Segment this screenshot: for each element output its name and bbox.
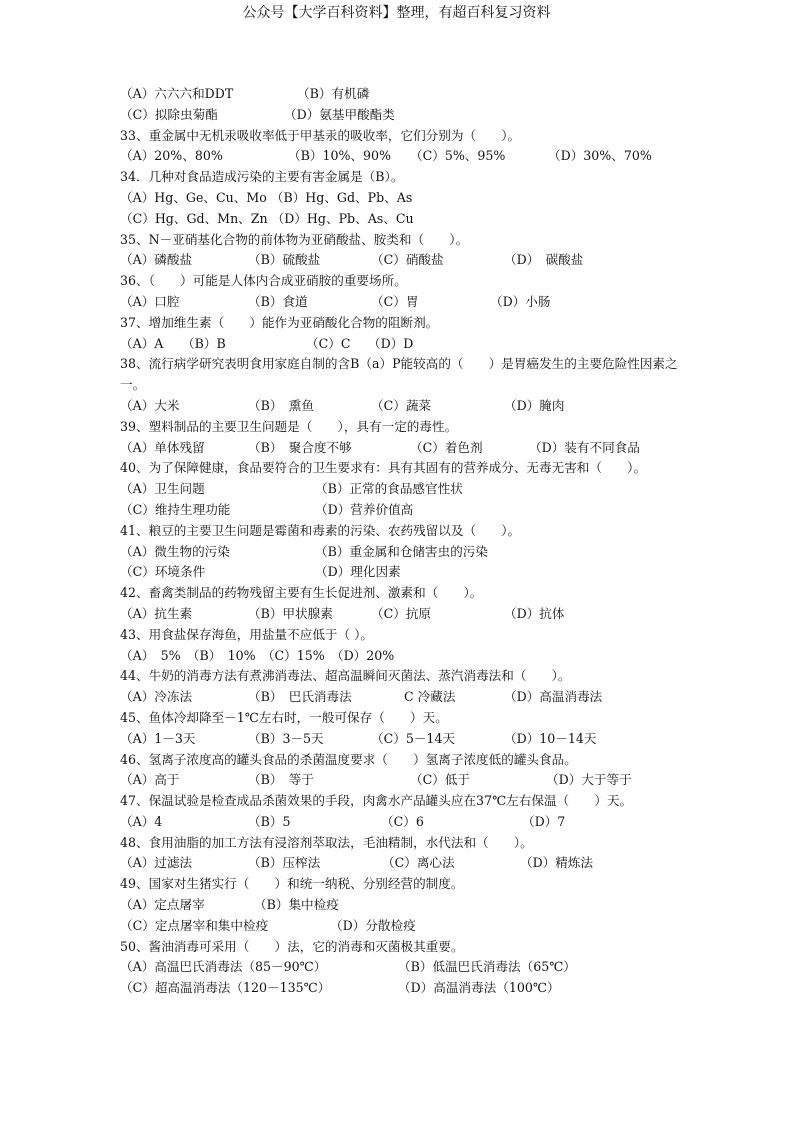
answer-option: （B） 等于 [248,772,314,788]
answer-option: （B）有机磷 [297,86,370,101]
options-row [120,957,680,978]
answer-option: （D） 碳酸盐 [504,252,584,268]
options-row [120,895,680,916]
options-row [120,604,680,625]
question-text: 46、氢离子浓度高的罐头食品的杀菌温度要求（ ）氢离子浓度低的罐头食品。 [120,751,577,767]
question-text: 42、畜禽类制品的药物残留主要有生长促进剂、激素和（ ）。 [120,585,483,601]
answer-option: （A）20%、80% [120,148,223,164]
options-row [120,292,680,313]
options-row [120,853,680,874]
answer-option: （C）定点屠宰和集中检疫 [120,917,269,933]
answer-option: （B）食道 [248,293,308,309]
question-text: 41、粮豆的主要卫生问题是霉菌和毒素的污染、农药残留以及（ ）。 [120,522,521,538]
answer-option: （D）营养价值高 [315,501,414,517]
answer-option: （C）5%、95% [410,148,506,164]
options-row [120,250,680,271]
options-row [120,500,680,521]
answer-option: （C）C [306,335,351,351]
answer-option: （C）拟除虫菊酯 [120,106,218,122]
question-text: 50、酱油消毒可采用（ ）法，它的消毒和灭菌极其重要。 [120,938,464,954]
answer-option: （B） 聚合度不够 [248,439,352,455]
answer-option: C 冷藏法 [404,689,456,705]
question-text: 40、为了保障健康，食品要符合的卫生要求有：具有其固有的营养成分、无毒无害和（ ）。 [120,460,647,476]
answer-option: （C）维持生理功能 [120,501,231,517]
question-text: 44、牛奶的消毒方法有煮沸消毒法、超高温瞬间灭菌法、蒸汽消毒法和（ ）。 [120,668,571,684]
question-text: 37、增加维生素（ ）能作为亚硝酸化合物的阻断剂。 [120,314,439,330]
question-text: （A） 5% （B） 10% （C）15% （D）20% [120,647,395,663]
answer-option: （A）磷酸盐 [120,252,193,268]
answer-option: （D）大于等于 [546,772,632,788]
options-row [120,562,680,583]
answer-option: （B）集中检疫 [254,897,339,913]
answer-option: （B） 熏鱼 [248,397,314,413]
options-row [120,729,680,750]
answer-option: （B）硫酸盐 [248,252,321,268]
question-text: 39、塑料制品的主要卫生问题是（ ），具有一定的毒性。 [120,418,458,434]
answer-option: （A）定点屠宰 [120,897,205,913]
options-row [120,542,680,563]
answer-option: （B）10%、90% [288,148,392,164]
answer-option: （D）精炼法 [520,855,594,871]
answer-option: （B）5 [248,813,291,829]
options-row [120,105,680,126]
options-row [120,84,680,105]
question-text: （C）Hg、Gd、Mn、Zn （D）Hg、Pb、As、Cu [120,210,414,226]
answer-option: （C）硝酸盐 [371,252,444,268]
question-text: 36、（ ）可能是人体内合成亚硝胺的重要场所。 [120,273,407,289]
question-text: 38、流行病学研究表明食用家庭自制的含B（a）P能较高的（ ）是胃癌发生的主要危险性因素之一。 [120,356,678,393]
answer-option: （D）氨基甲酸酯类 [284,106,395,122]
question-list [120,84,680,999]
question-text: 48、食用油脂的加工方法有浸溶剂萃取法，毛油精制，水代法和（ ）。 [120,834,533,850]
question-text: 47、保温试验是检查成品杀菌效果的手段，肉禽水产品罐头应在37℃左右保温（ ）天。 [120,793,633,809]
question-text: 49、国家对生猪实行（ ）和统一纳税、分别经营的制度。 [120,876,464,892]
options-row [120,334,680,355]
answer-option: （A）1－3天 [120,730,196,746]
answer-option: （B）正常的食品感官性状 [315,481,463,497]
options-row [120,687,680,708]
answer-option: （C）着色剂 [410,439,483,455]
answer-option: （A）卫生问题 [120,481,205,497]
options-row [120,770,680,791]
answer-option: （C）环境条件 [120,564,206,580]
answer-option: （C）离心法 [382,855,455,871]
answer-option: （C）超高温消毒法（120－135℃） [120,980,331,996]
answer-option: （B）低温巴氏消毒法（65℃） [398,959,576,975]
answer-option: （A）大米 [120,397,180,413]
answer-option: （D）小肠 [490,293,551,309]
options-row [120,146,680,167]
answer-option: （A）微生物的污染 [120,543,230,559]
answer-option: （C）胃 [371,293,419,309]
answer-option: （D）7 [522,813,566,829]
answer-option: （C）5－14天 [371,730,456,746]
answer-option: （D）10－14天 [504,730,597,746]
answer-option: （D）D [368,335,414,351]
options-row [120,812,680,833]
question-text: 33、重金属中无机汞吸收率低于甲基汞的吸收率，它们分别为（ ）。 [120,127,521,143]
options-row [120,479,680,500]
answer-option: （D）理化因素 [315,564,401,580]
question-text: 45、鱼体冷却降至－1℃左右时，一般可保存（ ）天。 [120,709,448,725]
answer-option: （A）A [120,335,164,351]
answer-option: （D）高温消毒法 [504,689,603,705]
answer-option: （A）单体残留 [120,439,205,455]
answer-option: （C）低于 [410,772,471,788]
answer-option: （A）过滤法 [120,855,193,871]
answer-option: （A）高于 [120,772,180,788]
answer-option: （D）抗体 [504,605,565,621]
answer-option: （A）抗生素 [120,605,193,621]
answer-option: （D）高温消毒法（100℃） [398,980,560,996]
answer-option: （B） 巴氏消毒法 [248,689,352,705]
answer-option: （B）重金属和仓储害虫的污染 [315,543,488,559]
question-text: 35、N－亚硝基化合物的前体物为亚硝酸盐、胺类和（ ）。 [120,231,469,247]
answer-option: （A）口腔 [120,293,180,309]
answer-option: （B）B [182,335,226,351]
answer-option: （A）4 [120,813,163,829]
answer-option: （C）抗原 [371,605,432,621]
question-text: 34．几种对食品造成污染的主要有害金属是（B）。 [120,169,404,185]
answer-option: （D）分散检疫 [330,917,416,933]
answer-option: （B）甲状腺素 [248,605,333,621]
options-row [120,438,680,459]
answer-option: （D）腌肉 [504,397,565,413]
answer-option: （D）30%、70% [548,148,652,164]
options-row [120,396,680,417]
options-row [120,978,680,999]
question-text: （A）Hg、Ge、Cu、Mo （B）Hg、Gd、Pb、As [120,189,413,205]
answer-option: （A）六六六和DDT [120,86,234,101]
options-row [120,916,680,937]
answer-option: （D）装有不同食品 [529,439,640,455]
answer-option: （A）冷冻法 [120,689,193,705]
answer-option: （B）3－5天 [248,730,324,746]
answer-option: （C）6 [381,813,424,829]
page-header: 公众号【大学百科资料】整理，有超百科复习资料 [242,5,551,21]
answer-option: （A）高温巴氏消毒法（85－90℃） [120,959,327,975]
question-text: 43、用食盐保存海鱼，用盐量不应低于（ ）。 [120,626,374,642]
answer-option: （B）压榨法 [248,855,321,871]
answer-option: （C）蔬菜 [371,397,432,413]
